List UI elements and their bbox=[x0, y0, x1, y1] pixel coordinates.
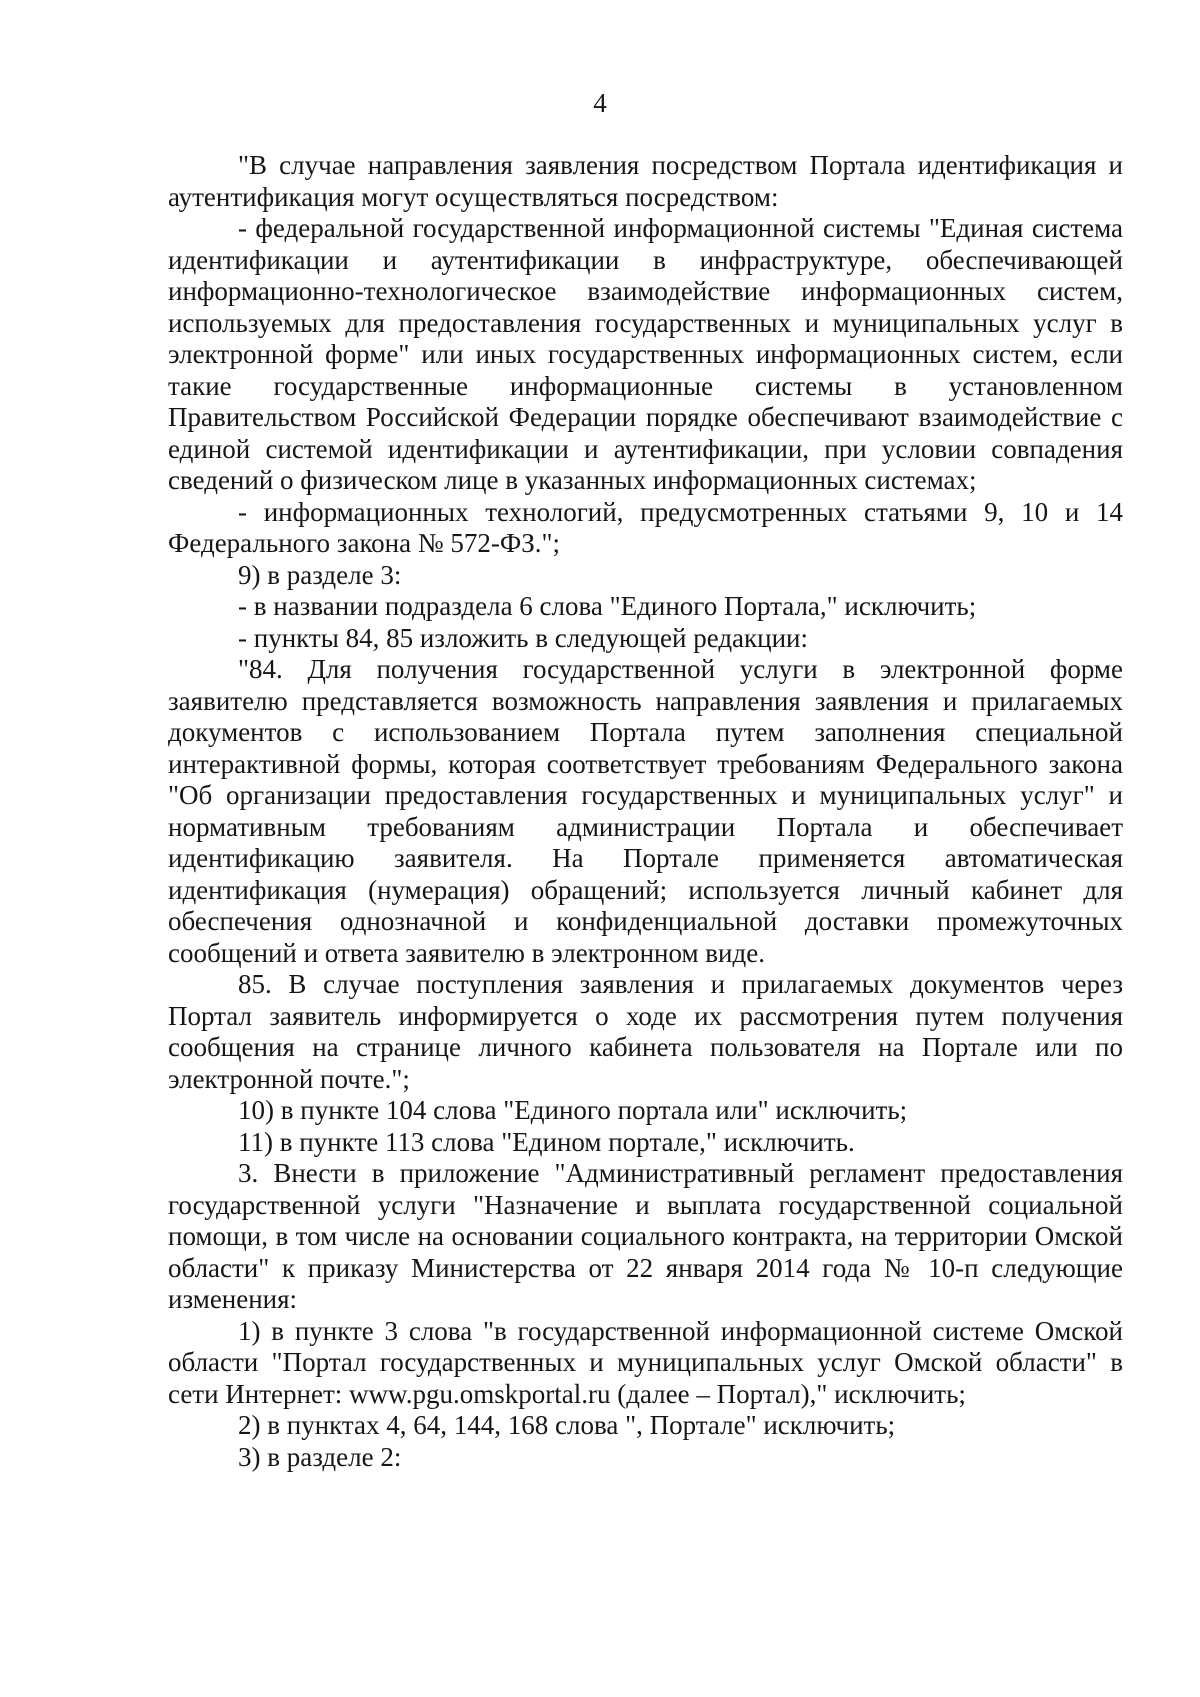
paragraph-identification-intro: "В случае направления заявления посредством Портала идентификация и аутентификация могут осуществляться посредством: bbox=[168, 150, 1123, 212]
page-number: 4 bbox=[593, 88, 607, 118]
paragraph-it-item: - информационных технологий, предусмотренных статьями 9, 10 и 14 Федерального закона № 572-ФЗ."; bbox=[168, 496, 1123, 558]
paragraph-section-3: 3. Внести в приложение "Административный регламент предоставления государственной услуги "Назначение и выплата государственной социальной помощи, в том числе на основании социального контракта, на территории Омской области" к приказу Министерства от 22 января 2014 года № 10-п следующие изменения: bbox=[168, 1158, 1123, 1314]
paragraph-sub-item-1: 1) в пункте 3 слова "в государственной информационной системе Омской области "Портал государственных и муниципальных услуг Омской области" в сети Интернет: www.pgu.omskportal.ru (далее – Портал)," исключить; bbox=[168, 1315, 1123, 1409]
document-body bbox=[168, 150, 1123, 1473]
paragraph-point-85: 85. В случае поступления заявления и прилагаемых документов через Портал заявитель информируется о ходе их рассмотрения путем получения сообщения на странице личного кабинета пользователя на Портале или по электронной почте."; bbox=[168, 969, 1123, 1094]
paragraph-point-84: "84. Для получения государственной услуги в электронной форме заявителю представляется возможность направления заявления и прилагаемых документов с использованием Портала путем заполнения специальной интерактивной формы, которая соответствует требованиям Федерального закона "Об организации предоставления государственных и муниципальных услуг" и нормативным требованиям администрации Портала и обеспечивает идентификацию заявителя. На Портале применяется автоматическая идентификация (нумерация) обращений; используется личный кабинет для обеспечения однозначной и конфиденциальной доставки промежуточных сообщений и ответа заявителю в электронном виде. bbox=[168, 654, 1123, 968]
paragraph-item-11: 11) в пункте 113 слова "Едином портале," исключить. bbox=[238, 1126, 855, 1157]
paragraph-sub-item-3: 3) в разделе 2: bbox=[238, 1441, 402, 1472]
paragraph-sub-item-2: 2) в пунктах 4, 64, 144, 168 слова ", Портале" исключить; bbox=[238, 1410, 896, 1440]
paragraph-item-9: 9) в разделе 3: bbox=[238, 559, 402, 590]
paragraph-subsection-6: - в названии подраздела 6 слова "Единого Портала," исключить; bbox=[238, 591, 977, 621]
paragraph-item-10: 10) в пункте 104 слова "Единого портала или" исключить; bbox=[238, 1095, 908, 1125]
paragraph-points-84-85: - пункты 84, 85 изложить в следующей редакции: bbox=[238, 622, 809, 653]
paragraph-esia-item: - федеральной государственной информационной системы "Единая система идентификации и аутентификации в инфраструктуре, обеспечивающей информационно-технологическое взаимодействие информационных систем, используемых для предоставления государственных и муниципальных услуг в электронной форме" или иных государственных информационных систем, если такие государственные информационные системы в установленном Правительством Российской Федерации порядке обеспечивают взаимодействие с единой системой идентификации и аутентификации, при условии совпадения сведений о физическом лице в указанных информационных системах; bbox=[168, 213, 1123, 495]
